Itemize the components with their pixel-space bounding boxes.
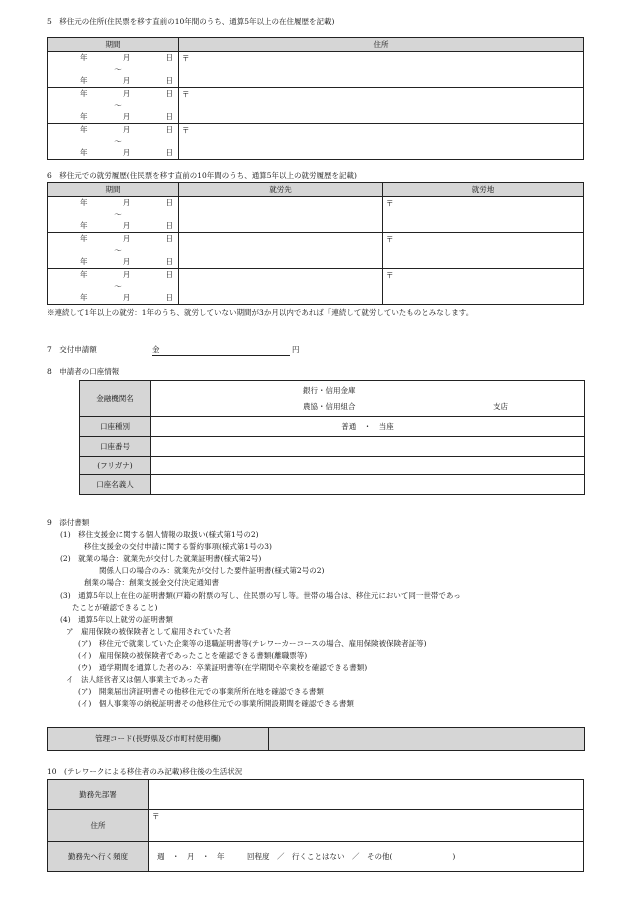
bank-name-field[interactable] xyxy=(151,381,585,417)
admin-code-table xyxy=(47,727,585,751)
visit-frequency-field[interactable] xyxy=(149,842,584,872)
location-cell[interactable] xyxy=(383,233,584,269)
account-type-options: 普通 ・ 当座 xyxy=(341,421,394,431)
postal-mark: 〒 xyxy=(386,199,394,208)
visit-frequency-options: 週 ・ 月 ・ 年 回程度 ／ 行くことはない ／ その他( ) xyxy=(157,851,456,861)
account-holder-field[interactable] xyxy=(151,475,585,495)
attachment-line: イ 法人経営者又は個人事業主であった者 xyxy=(66,675,209,684)
address-cell[interactable] xyxy=(179,52,584,88)
bank-name-label: 金融機関名 xyxy=(80,381,151,417)
col-period-header: 期間 xyxy=(48,183,179,197)
postal-mark: 〒 xyxy=(386,235,394,244)
bank-type-line2: 農協・信用組合 xyxy=(303,402,356,411)
furigana-field[interactable] xyxy=(151,457,585,475)
attachment-line: (1) 移住支援金に関する個人情報の取扱い(様式第1号の2) xyxy=(60,530,259,539)
attachment-line: ア 雇用保険の被保険者として雇用されていた者 xyxy=(66,627,231,636)
amount-prefix: 金 xyxy=(152,345,160,354)
attachment-line: たことが確認できること) xyxy=(72,603,158,612)
address-cell[interactable] xyxy=(179,124,584,160)
bank-type-line1: 銀行・信用金庫 xyxy=(303,386,356,395)
furigana-label: (フリガナ) xyxy=(80,457,151,475)
postal-mark: 〒 xyxy=(182,126,190,135)
location-cell[interactable] xyxy=(383,197,584,233)
section10-heading: 10 (テレワークによる移住者のみ記載)移住後の生活状況 xyxy=(47,767,243,776)
section6-heading: 6 移住元での就労履歴(住民票を移す直前の10年間のうち、通算5年以上の就労履歴を記載) xyxy=(47,171,357,180)
account-number-field[interactable] xyxy=(151,437,585,457)
section9-heading: 9 添付書類 xyxy=(47,518,90,527)
period-cell[interactable]: 年 月 日 ～ 年 月 日 xyxy=(48,52,179,88)
amount-suffix: 円 xyxy=(292,345,300,354)
address-cell[interactable] xyxy=(179,88,584,124)
attachments-list xyxy=(0,530,630,725)
continuous-employment-note: ※連続して1年以上の就労：1年のうち、就労していない期間が3か月以内であれば「連続して就労していたものとみなします。 xyxy=(47,308,474,317)
branch-label: 支店 xyxy=(493,402,508,411)
attachment-line: (イ) 雇用保険の被保険者であったことを確認できる書類(離職票等) xyxy=(78,651,308,660)
postal-mark: 〒 xyxy=(152,812,160,821)
workplace-dept-label: 勤務先部署 xyxy=(48,780,149,810)
attachment-line: 創業の場合：創業支援金交付決定通知書 xyxy=(84,578,219,587)
period-cell[interactable]: 年 月 日 ～ 年 月 日 xyxy=(48,233,179,269)
postal-mark: 〒 xyxy=(386,271,394,280)
admin-code-field[interactable] xyxy=(269,728,585,751)
account-type-label: 口座種別 xyxy=(80,417,151,437)
account-holder-label: 口座名義人 xyxy=(80,475,151,495)
col-address-header: 住所 xyxy=(179,38,584,52)
residence-history-table xyxy=(47,37,584,160)
col-employer-header: 就労先 xyxy=(179,183,383,197)
attachment-line: (ア) 開業届出済証明書その他移住元での事業所所在地を確認できる書類 xyxy=(78,687,324,696)
workplace-dept-field[interactable] xyxy=(149,780,584,810)
account-number-label: 口座番号 xyxy=(80,437,151,457)
workplace-address-field[interactable] xyxy=(149,810,584,842)
period-cell[interactable]: 年 月 日 ～ 年 月 日 xyxy=(48,197,179,233)
workplace-address-label: 住所 xyxy=(48,810,149,842)
admin-code-label: 管理コード(長野県及び市町村使用欄) xyxy=(48,728,269,751)
attachment-line: (ア) 移住元で就業していた企業等の退職証明書等(テレワーカーコースの場合、雇用保険被保険者証等) xyxy=(78,639,427,648)
employer-cell[interactable] xyxy=(179,233,383,269)
employer-cell[interactable] xyxy=(179,269,383,305)
postal-mark: 〒 xyxy=(182,54,190,63)
period-cell[interactable]: 年 月 日 ～ 年 月 日 xyxy=(48,124,179,160)
grant-amount-field[interactable] xyxy=(152,345,290,356)
attachment-line: (ウ) 通学期間を通算した者のみ：卒業証明書等(在学期間や卒業校を確認できる書類) xyxy=(78,663,368,672)
location-cell[interactable] xyxy=(383,269,584,305)
account-type-field[interactable] xyxy=(151,417,585,437)
attachment-line: 関係人口の場合のみ：就業先が交付した要件証明書(様式第2号の2) xyxy=(99,566,325,575)
bank-account-table xyxy=(79,380,585,495)
grant-amount-label: 7 交付申請額 xyxy=(47,345,97,354)
employment-history-table xyxy=(47,182,584,305)
postal-mark: 〒 xyxy=(182,90,190,99)
visit-frequency-label: 勤務先へ行く頻度 xyxy=(48,842,149,872)
attachment-line: (2) 就業の場合：就業先が交付した就業証明書(様式第2号) xyxy=(60,554,262,563)
attachment-line: 移住支援金の交付申請に関する誓約事項(様式第1号の3) xyxy=(84,542,272,551)
period-cell[interactable]: 年 月 日 ～ 年 月 日 xyxy=(48,88,179,124)
period-cell[interactable]: 年 月 日 ～ 年 月 日 xyxy=(48,269,179,305)
section8-heading: 8 申請者の口座情報 xyxy=(47,367,120,376)
employer-cell[interactable] xyxy=(179,197,383,233)
section5-heading: 5 移住元の住所(住民票を移す直前の10年間のうち、通算5年以上の在住履歴を記載) xyxy=(47,17,335,26)
col-period-header: 期間 xyxy=(48,38,179,52)
living-status-table xyxy=(47,779,584,872)
attachment-line: (3) 通算5年以上在住の証明書類(戸籍の附票の写し、住民票の写し等。世帯の場合は、移住元において同一世帯であっ xyxy=(60,591,461,600)
col-location-header: 就労地 xyxy=(383,183,584,197)
attachment-line: (4) 通算5年以上就労の証明書類 xyxy=(60,615,173,624)
attachment-line: (イ) 個人事業等の納税証明書その他移住元での事業所開設期間を確認できる書類 xyxy=(78,699,354,708)
